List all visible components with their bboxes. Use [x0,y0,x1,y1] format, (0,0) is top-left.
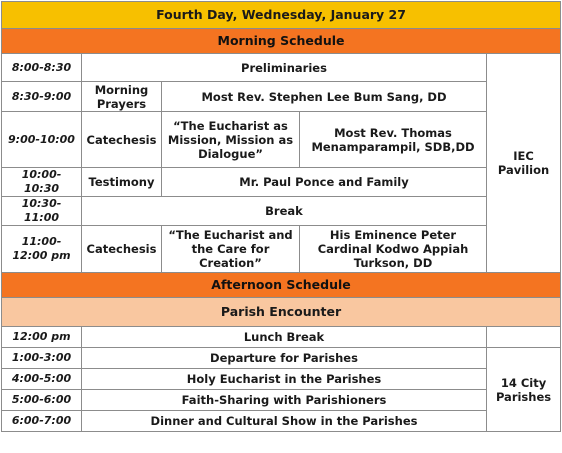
time-cell: 10:00-10:30 [2,168,82,197]
day-title: Fourth Day, Wednesday, January 27 [2,2,561,29]
event-cell: Lunch Break [82,327,487,348]
event-cell: Departure for Parishes [82,348,487,369]
speaker-cell: His Eminence Peter Cardinal Kodwo Appiah Turkson, DD [300,226,487,273]
day-header-row [2,2,561,29]
table-row [2,348,561,369]
table-row [2,82,561,112]
morning-header-row [2,29,561,54]
time-cell: 11:00- 12:00 pm [2,226,82,273]
table-row [2,226,561,273]
event-type-cell: Testimony [82,168,162,197]
time-cell: 1:00-3:00 [2,348,82,369]
afternoon-header-row [2,273,561,298]
topic-cell: “The Eucharist as Mission, Mission as Dialogue” [162,112,300,168]
table-row [2,369,561,390]
event-cell: Faith-Sharing with Parishioners [82,390,487,411]
table-row [2,390,561,411]
table-row [2,168,561,197]
time-cell: 12:00 pm [2,327,82,348]
schedule-table [1,1,561,432]
event-type-cell: Catechesis [82,226,162,273]
morning-schedule-header: Morning Schedule [2,29,561,54]
table-row [2,54,561,82]
venue-city-parishes: 14 City Parishes [487,348,561,432]
time-cell: 6:00-7:00 [2,411,82,432]
time-cell: 5:00-6:00 [2,390,82,411]
event-cell: Most Rev. Stephen Lee Bum Sang, DD [162,82,487,112]
speaker-cell: Most Rev. Thomas Menamparampil, SDB,DD [300,112,487,168]
table-row [2,327,561,348]
event-type-cell: Morning Prayers [82,82,162,112]
event-cell: Mr. Paul Ponce and Family [162,168,487,197]
time-cell: 8:30-9:00 [2,82,82,112]
event-cell: Break [82,197,487,226]
event-cell: Holy Eucharist in the Parishes [82,369,487,390]
topic-cell: “The Eucharist and the Care for Creation” [162,226,300,273]
table-row [2,197,561,226]
event-cell: Preliminaries [82,54,487,82]
table-row [2,112,561,168]
time-cell: 10:30-11:00 [2,197,82,226]
event-type-cell: Catechesis [82,112,162,168]
table-row [2,411,561,432]
parish-encounter-header: Parish Encounter [2,298,561,327]
time-cell: 4:00-5:00 [2,369,82,390]
empty-venue-cell [487,327,561,348]
time-cell: 8:00-8:30 [2,54,82,82]
venue-iec-pavilion: IEC Pavilion [487,54,561,273]
parish-encounter-row [2,298,561,327]
afternoon-schedule-header: Afternoon Schedule [2,273,561,298]
time-cell: 9:00-10:00 [2,112,82,168]
event-cell: Dinner and Cultural Show in the Parishes [82,411,487,432]
